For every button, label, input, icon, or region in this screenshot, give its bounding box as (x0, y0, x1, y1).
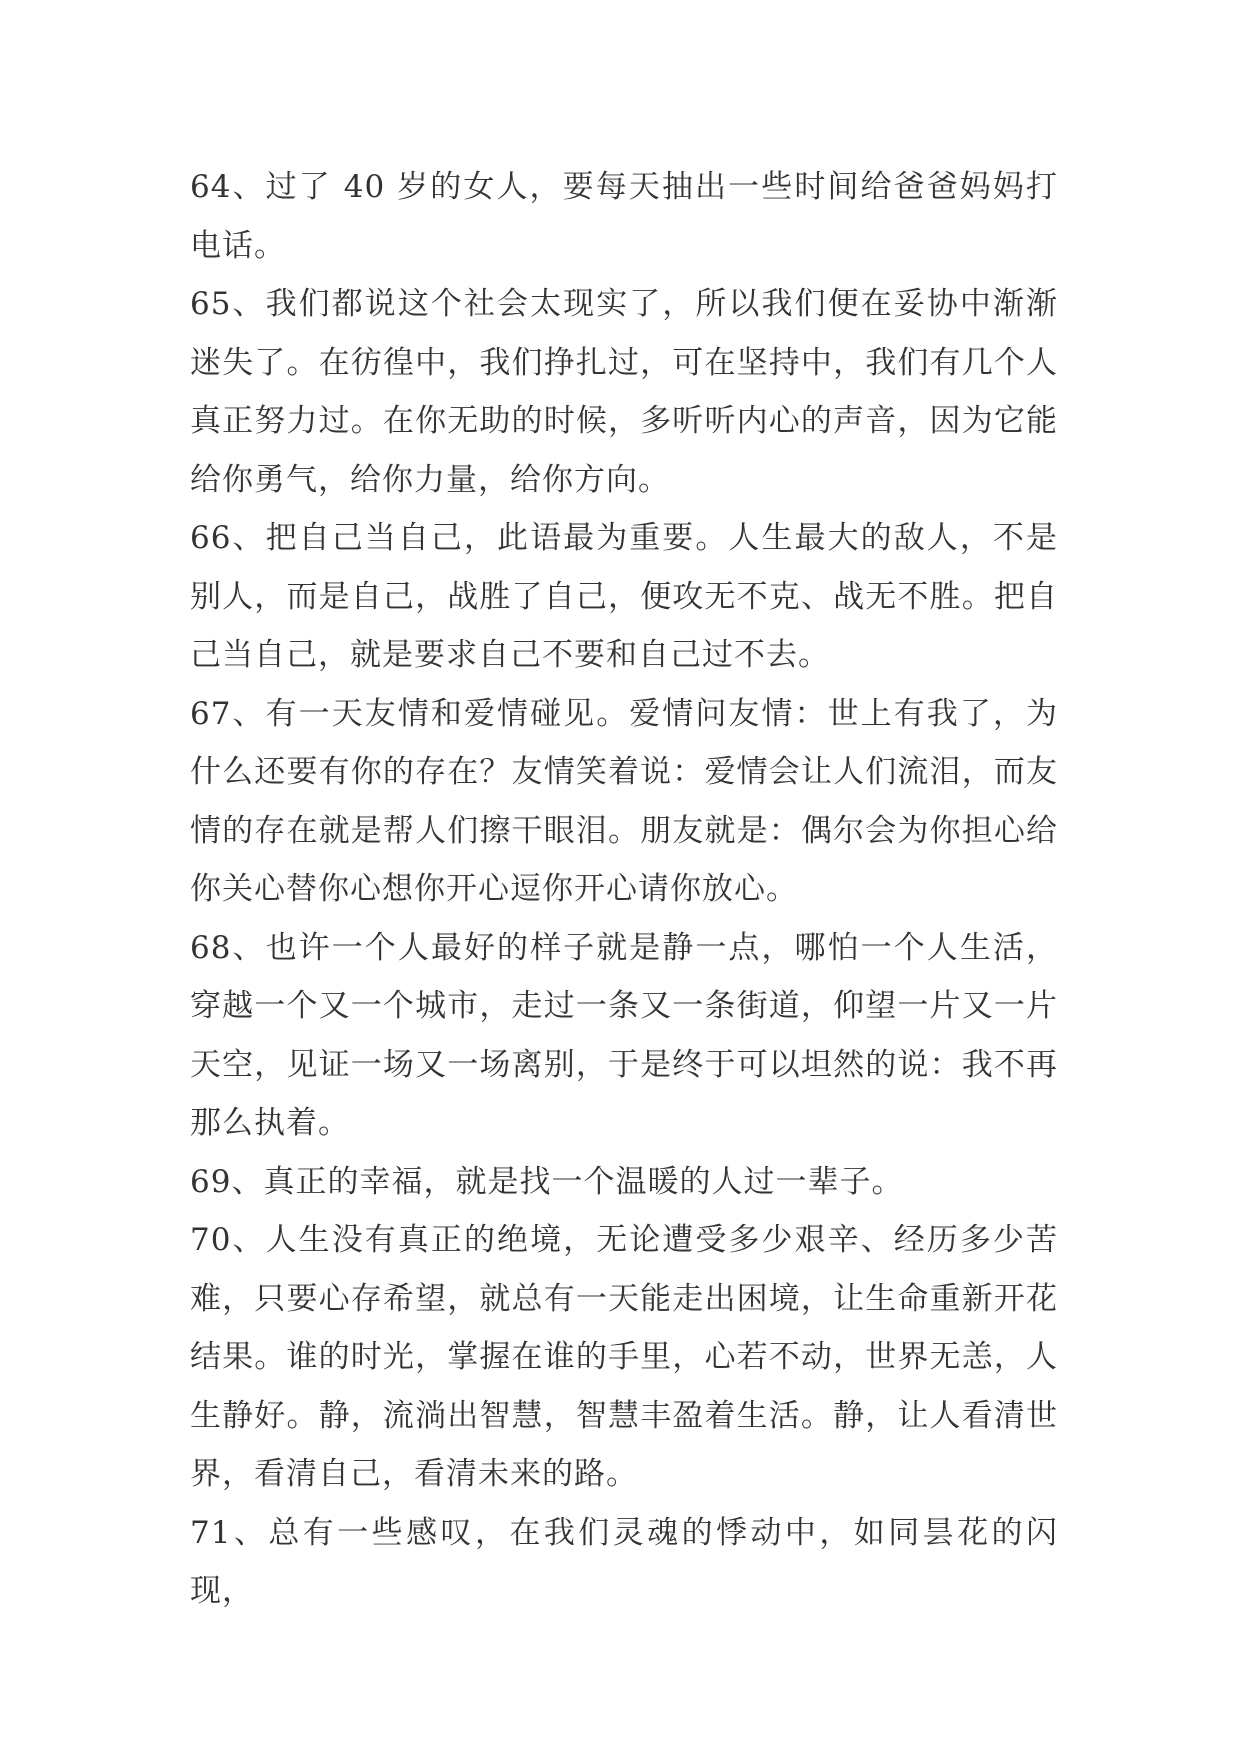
paragraph-66: 66、把自己当自己，此语最为重要。人生最大的敌人，不是别人，而是自己，战胜了自己，便攻无不克、战无不胜。把自己当自己，就是要求自己不要和自己过不去。 (190, 520, 1058, 673)
paragraph-70: 70、人生没有真正的绝境，无论遭受多少艰辛、经历多少苦难，只要心存希望，就总有一天能走出困境，让生命重新开花结果。谁的时光，掌握在谁的手里，心若不动，世界无恙，人生静好。静，流淌出智慧，智慧丰盈着生活。静，让人看清世界，看清自己，看清未来的路。 (190, 1222, 1058, 1492)
paragraph-64: 64、过了 40 岁的女人，要每天抽出一些时间给爸爸妈妈打电话。 (190, 169, 1058, 264)
paragraph-67: 67、有一天友情和爱情碰见。爱情问友情：世上有我了，为什么还要有你的存在？友情笑着说：爱情会让人们流泪，而友情的存在就是帮人们擦干眼泪。朋友就是：偶尔会为你担心给你关心替你心想你开心逗你开心请你放心。 (190, 695, 1058, 907)
paragraph-71: 71、总有一些感叹，在我们灵魂的悸动中，如同昙花的闪现， (190, 1514, 1058, 1609)
paragraph-68: 68、也许一个人最好的样子就是静一点，哪怕一个人生活，穿越一个又一个城市，走过一条又一条街道，仰望一片又一片天空，见证一场又一场离别，于是终于可以坦然的说：我不再那么执着。 (190, 929, 1058, 1141)
document-body (190, 158, 1058, 1621)
paragraph-69: 69、真正的幸福，就是找一个温暖的人过一辈子。 (190, 1163, 904, 1200)
paragraph-65: 65、我们都说这个社会太现实了，所以我们便在妥协中渐渐迷失了。在彷徨中，我们挣扎过，可在坚持中，我们有几个人真正努力过。在你无助的时候，多听听内心的声音，因为它能给你勇气，给你力量，给你方向。 (190, 286, 1058, 498)
